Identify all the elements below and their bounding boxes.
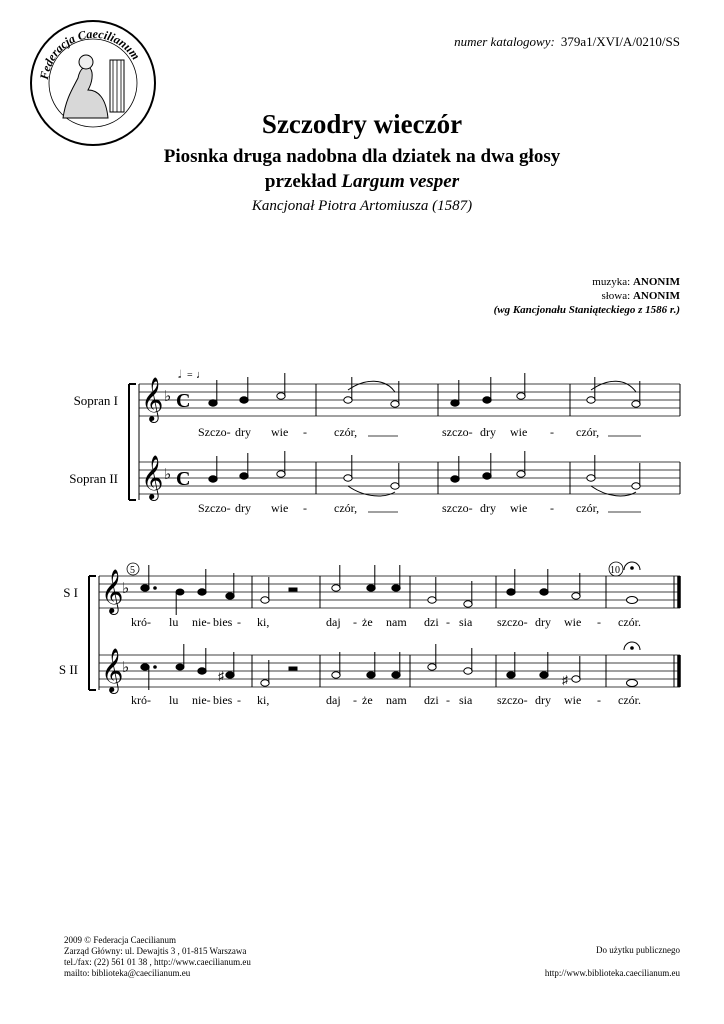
lyric: - xyxy=(550,425,554,439)
lyric: Szczo- xyxy=(198,425,231,439)
catalog-label: numer katalogowy: xyxy=(454,34,555,49)
lyric: nie- xyxy=(192,693,211,707)
footer-contact xyxy=(64,935,251,979)
lyric: - xyxy=(353,693,357,707)
lyric: wie xyxy=(564,615,582,629)
lyric: wie xyxy=(271,425,289,439)
lyric: szczo- xyxy=(497,615,528,629)
music-value: ANONIM xyxy=(632,276,680,288)
logo-text: Federacja Caecilianum xyxy=(36,26,143,81)
lyric: że xyxy=(362,693,373,707)
lyric: kró- xyxy=(131,693,151,707)
footer-right xyxy=(545,945,680,979)
lyric: dry xyxy=(235,501,251,515)
treble-clef-icon: 𝄞 xyxy=(141,379,164,421)
treble-clef-icon: 𝄞 xyxy=(101,571,124,613)
flat-icon: ♭ xyxy=(122,660,130,676)
lyric: - xyxy=(237,615,241,629)
translation-title: Largum vesper xyxy=(341,171,460,192)
svg-text:C: C xyxy=(176,390,191,412)
lyric: szczo- xyxy=(497,693,528,707)
lyric: dry xyxy=(480,501,496,515)
tempo-half-note-icon: 𝅗𝅥 xyxy=(178,369,182,381)
lyric: lu xyxy=(169,693,179,707)
lyric: - xyxy=(597,693,601,707)
translation-prefix: przekład xyxy=(264,171,337,192)
lyric: wie xyxy=(564,693,582,707)
voice-name-sopran-2: Sopran II xyxy=(69,471,118,486)
lyric: dry xyxy=(480,425,496,439)
lyric: szczo- xyxy=(442,501,473,515)
lyric: wie xyxy=(510,425,528,439)
lyric: sia xyxy=(459,693,473,707)
source: Kancjonał Piotra Artomiusza (1587) xyxy=(251,198,473,214)
lyric: wie xyxy=(510,501,528,515)
footer-email[interactable]: mailto: biblioteka@caecilianum.eu xyxy=(64,968,191,978)
lyric: ki, xyxy=(257,693,270,707)
words-value: ANONIM xyxy=(632,290,680,302)
lyric: nam xyxy=(386,693,407,707)
page-title: Szczodry wieczór xyxy=(261,109,463,139)
lyric: nam xyxy=(386,615,407,629)
flat-icon: ♭ xyxy=(164,467,172,483)
lyric: daj xyxy=(326,615,341,629)
lyric: - xyxy=(550,501,554,515)
treble-clef-icon: 𝄞 xyxy=(141,457,164,499)
lyric: że xyxy=(362,615,373,629)
lyric: dry xyxy=(535,615,551,629)
lyric: - xyxy=(597,615,601,629)
public-use: Do użytku publicznego xyxy=(596,945,680,955)
lyric: czór, xyxy=(334,425,358,439)
notes-soprano-1 xyxy=(209,373,640,407)
lyric: czór, xyxy=(334,501,358,515)
lyric: czór, xyxy=(576,501,600,515)
lyric: wie xyxy=(271,501,289,515)
lyric: nie- xyxy=(192,615,211,629)
lyric: - xyxy=(303,425,307,439)
footer-copyright: 2009 © Federacja Caecilianum xyxy=(64,935,177,945)
lyric: czór. xyxy=(618,693,641,707)
lyric: - xyxy=(353,615,357,629)
sharp-icon: ♯ xyxy=(218,669,224,683)
credit-note: (wg Kancjonału Staniąteckiego z 1586 r.) xyxy=(493,304,680,316)
voice-name-sopran-1: Sopran I xyxy=(73,393,118,408)
voice-name-s1: S I xyxy=(63,585,78,600)
subtitle: Piosnka druga nadobna dla dziatek na dwa głosy xyxy=(163,146,561,167)
lyric: - xyxy=(303,501,307,515)
measure-number: 10 xyxy=(610,565,620,576)
staff-s1 xyxy=(99,576,680,608)
lyric: czór. xyxy=(618,615,641,629)
lyric: ki, xyxy=(257,615,270,629)
notes-soprano-2 xyxy=(209,451,640,496)
lyric: daj xyxy=(326,693,341,707)
lyric: szczo- xyxy=(442,425,473,439)
sharp-icon: ♯ xyxy=(562,673,568,687)
notes-s1 xyxy=(141,562,640,615)
catalog-value: 379a1/XVI/A/0210/SS xyxy=(560,34,680,49)
lyric: kró- xyxy=(131,615,151,629)
measure-number: 5 xyxy=(130,565,135,576)
tempo-equals: = xyxy=(187,370,193,381)
lyric: czór, xyxy=(576,425,600,439)
voice-name-s2: S II xyxy=(58,662,78,677)
library-url[interactable]: http://www.biblioteka.caecilianum.eu xyxy=(544,968,680,978)
footer-address: Zarząd Główny: ul. Dewajtis 3 , 01-815 Warszawa xyxy=(64,946,247,956)
flat-icon: ♭ xyxy=(122,581,130,597)
lyric: dzi xyxy=(424,693,439,707)
lyric: - xyxy=(446,693,450,707)
flat-icon: ♭ xyxy=(164,389,172,405)
staff-soprano-1 xyxy=(139,384,680,416)
footer-phone: tel./fax: (22) 561 01 38 , http://www.caecilianum.eu xyxy=(64,957,251,967)
tempo-quarter-note-icon: ♩ xyxy=(196,369,207,381)
lyric: sia xyxy=(459,615,473,629)
lyric: - xyxy=(446,615,450,629)
treble-clef-icon: 𝄞 xyxy=(101,650,124,692)
staff-soprano-2 xyxy=(139,462,680,494)
staff-s2 xyxy=(99,655,680,687)
words-label: słowa: xyxy=(601,290,631,302)
lyric: bies xyxy=(213,693,233,707)
lyric: dry xyxy=(535,693,551,707)
lyric: lu xyxy=(169,615,179,629)
svg-text:C: C xyxy=(176,468,191,490)
lyric: Szczo- xyxy=(198,501,231,515)
lyric: bies xyxy=(213,615,233,629)
lyric: dry xyxy=(235,425,251,439)
lyric: dzi xyxy=(424,615,439,629)
music-label: muzyka: xyxy=(592,276,631,288)
lyric: - xyxy=(237,693,241,707)
